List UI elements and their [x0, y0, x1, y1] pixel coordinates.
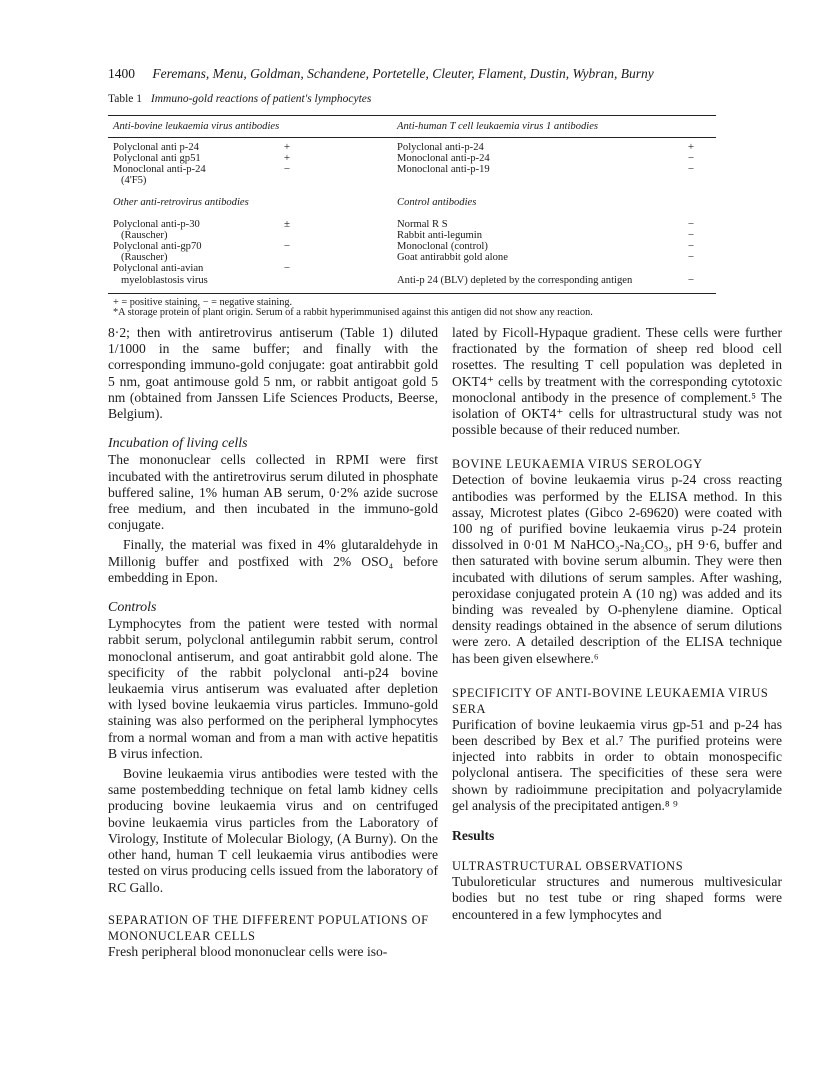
page-number: 1400: [108, 66, 135, 81]
table-row: Polyclonal anti-p-30: [113, 219, 200, 230]
table-result: −: [687, 229, 695, 241]
table-footnote: + = positive staining, − = negative staining.: [113, 297, 293, 308]
table-result: ±: [283, 218, 291, 230]
section-heading-results: Results: [452, 828, 495, 844]
table-result: +: [283, 141, 291, 153]
subheading-serology: BOVINE LEUKAEMIA VIRUS SEROLOGY: [452, 457, 703, 472]
table-row: Polyclonal anti p-24: [113, 142, 199, 153]
paragraph: Finally, the material was fixed in 4% glutaraldehyde in Millonig buffer and postfixed with 2% OSO₄ before embedding in Epon.: [108, 537, 438, 585]
table-result: −: [687, 251, 695, 263]
paragraph: Detection of bovine leukaemia virus p-24 cross reacting antibodies was performed by the ELISA method. In this assay, Microtest plates (Gibco 2-69620) were coated with 100 ng of purified bovine leukaemia virus p-24 protein dissolved in 0·01 M NaHCO₃-Na₂CO₃, pH 9·6, buffer and then saturated with bovine serum albumin. They were then incubated with dilutions of serum samples. After washing, peroxidase conjugated protein A (10 ng) was added and its binding was revealed by O-phenylene diamine. Optical density readings obtained in the absence of serum dilutions were zero. A detailed description of the ELISA technique has been given elsewhere.⁶: [452, 472, 782, 666]
table-row: Monoclonal anti-p-19: [397, 164, 490, 175]
table-row: Monoclonal anti-p-24: [397, 153, 490, 164]
paragraph: 8·2; then with antiretrovirus antiserum (Table 1) diluted 1/1000 in the same buffer; and finally with the corresponding immuno-gold conjugate: goat antirabbit gold 5 nm, goat antimouse gold 5 nm, or rabbit antigoat gold 5 nm (obtained from Janssen Life Sciences Products, Beerse, Belgium).: [108, 325, 438, 422]
table-heading-other-retro: Other anti-retrovirus antibodies: [113, 197, 249, 208]
subheading-ultrastructural: ULTRASTRUCTURAL OBSERVATIONS: [452, 859, 684, 874]
subheading-incubation: Incubation of living cells: [108, 436, 248, 452]
paragraph: lated by Ficoll-Hypaque gradient. These cells were further fractionated by the formation of sheep red blood cell rosettes. The resulting T cell population was depleted in OKT4⁺ cells by treatment with the corresponding cytotoxic monoclonal antibody in the presence of complement.⁵ The isolation of OKT4⁺ cells for ultrastructural study was not possible because of their reduced number.: [452, 325, 782, 438]
table-heading-anti-htlv: Anti-human T cell leukaemia virus 1 antibodies: [397, 121, 599, 132]
table-result: −: [687, 218, 695, 230]
table-title: Immuno-gold reactions of patient's lymphocytes: [150, 93, 372, 105]
subheading-specificity: SPECIFICITY OF ANTI-BOVINE LEUKAEMIA VIRUS SERA: [452, 685, 769, 716]
table-result: +: [283, 152, 291, 164]
table-row: Monoclonal anti-p-24: [113, 164, 206, 175]
table-result: +: [687, 141, 695, 153]
table-row: Normal R S: [397, 219, 448, 230]
table-result: −: [687, 152, 695, 164]
table-row: Rabbit anti-legumin: [397, 230, 483, 241]
table-heading-control: Control antibodies: [397, 197, 477, 208]
table-row: Polyclonal anti gp51: [113, 153, 201, 164]
table-result: −: [687, 240, 695, 252]
table-row: Polyclonal anti-avian: [113, 263, 204, 274]
table-result: −: [283, 240, 291, 252]
right-column: [452, 325, 782, 923]
table-row-sub: (4'F5): [121, 175, 147, 186]
left-column: [108, 325, 438, 960]
table-row: Polyclonal anti-gp70: [113, 241, 202, 252]
table-row: Monoclonal (control): [397, 241, 488, 252]
table-row: Goat antirabbit gold alone: [397, 252, 508, 263]
paragraph: Tubuloreticular structures and numerous multivesicular bodies but no test tube or ring shaped forms were encountered in a few lymphocytes and: [452, 874, 782, 922]
table-row-sub: (Rauscher): [121, 252, 168, 263]
paragraph: Purification of bovine leukaemia virus gp-51 and p-24 has been described by Bex et al.⁷ The purified proteins were injected into rabbits in order to obtain monospecific polyclonal antisera. The specificities of these sera were shown by radioimmune precipitation and polyacrylamide gel analysis of the precipitated antigen.⁸ ⁹: [452, 716, 782, 813]
paragraph: Fresh peripheral blood mononuclear cells were iso-: [108, 943, 388, 959]
table-result: −: [283, 163, 291, 175]
table-top-rule: [108, 115, 716, 116]
running-header: [108, 66, 654, 82]
subheading-separation: SEPARATION OF THE DIFFERENT POPULATIONS OF MONONUCLEAR CELLS: [108, 912, 429, 943]
table-row-sub: (Rauscher): [121, 230, 168, 241]
table-bottom-rule: [108, 293, 716, 294]
paragraph: Lymphocytes from the patient were tested with normal rabbit serum, polyclonal antilegumin rabbit serum, control monoclonal antiserum, and goat antirabbit gold alone. The specificity of the rabbit polyclonal anti-p24 bovine leukaemia virus antiserum was evaluated after depletion with lysed bovine leukaemia virus particles. Immuno-gold staining was also performed on the peripheral lymphocytes from a normal woman and from a man with active hepatitis B virus infection.: [108, 616, 438, 761]
table-result: −: [687, 163, 695, 175]
table-label: Table 1: [108, 93, 143, 105]
paragraph: Bovine leukaemia virus antibodies were tested with the same postembedding technique on fetal lamb kidney cells producing bovine leukaemia virus and on centrifuged bovine leukaemia virus particles from the Laboratory of Virology, Institute of Molecular Biology, (A Burny). On the other hand, human T cell leukaemia virus antibodies were tested on virus producing cells issued from the laboratory of RC Gallo.: [108, 766, 438, 895]
table-footnote: *A storage protein of plant origin. Serum of a rabbit hyperimmunised against this antigen did not show any reaction.: [113, 307, 593, 318]
paragraph: The mononuclear cells collected in RPMI were first incubated with the antiretrovirus serum diluted in phosphate buffered saline, 1% human AB serum, 0·2% azide sucrose free medium, and then incubated in the immuno-gold conjugate.: [108, 452, 438, 533]
table-row: Anti-p 24 (BLV) depleted by the corresponding antigen: [397, 275, 633, 286]
table-header-rule: [108, 137, 716, 138]
subheading-controls: Controls: [108, 600, 157, 616]
table-heading-anti-blv: Anti-bovine leukaemia virus antibodies: [113, 121, 280, 132]
author-list: Feremans, Menu, Goldman, Schandene, Portetelle, Cleuter, Flament, Dustin, Wybran, Burny: [152, 66, 654, 81]
table-result: −: [283, 262, 291, 274]
table-row: Polyclonal anti-p-24: [397, 142, 484, 153]
table-row-sub: myeloblastosis virus: [121, 275, 208, 286]
table-caption: [108, 93, 371, 105]
table-result: −: [687, 274, 695, 286]
